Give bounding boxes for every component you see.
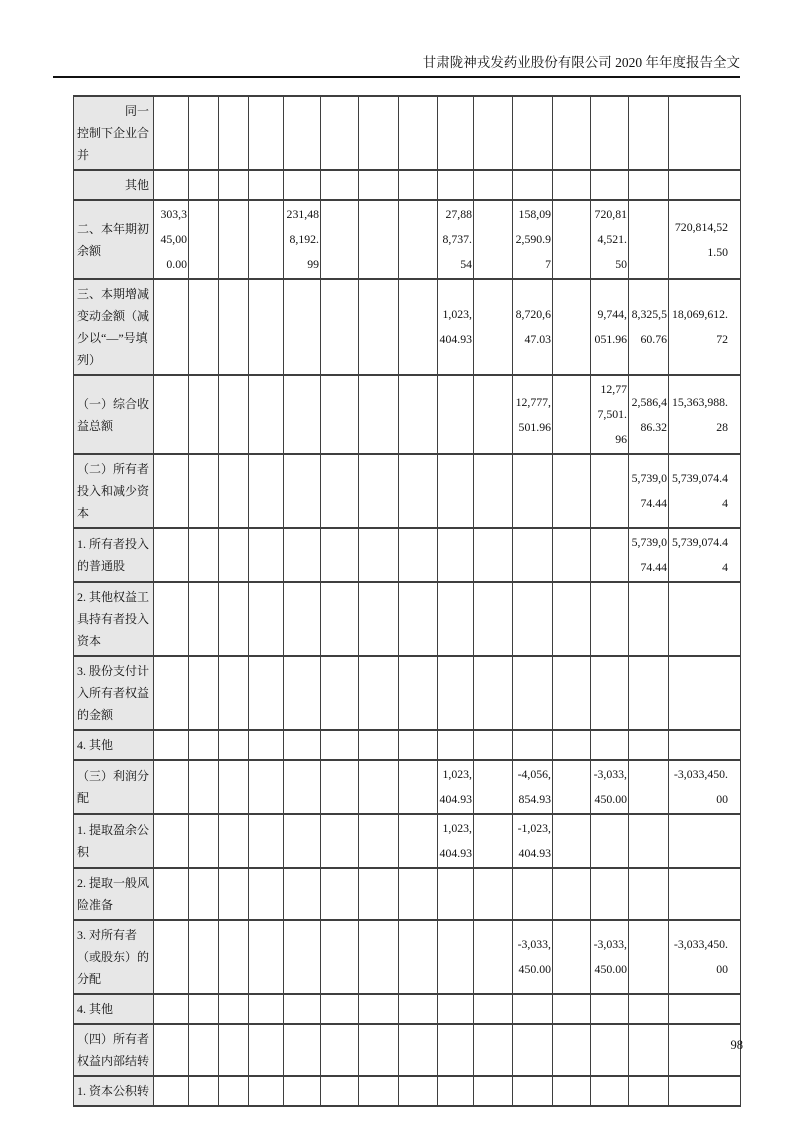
value-cell: [591, 528, 629, 582]
value-cell: [284, 170, 321, 200]
value-cell: [189, 656, 219, 730]
value-cell: [553, 730, 591, 760]
value-cell: [284, 582, 321, 656]
value-cell: [553, 1076, 591, 1106]
value-cell: [553, 656, 591, 730]
value-cell: [474, 170, 513, 200]
value-cell: [359, 1076, 399, 1106]
value-cell: [154, 656, 189, 730]
value-cell: [474, 760, 513, 814]
value-cell: 1,023,404.93: [438, 279, 474, 375]
page-header: [53, 54, 740, 72]
value-cell: [284, 920, 321, 994]
value-cell: [629, 994, 669, 1024]
value-cell: [321, 96, 359, 170]
value-cell: [249, 656, 284, 730]
value-cell: [591, 454, 629, 528]
header-rule: [53, 76, 740, 78]
value-cell: [249, 582, 284, 656]
table-row: [74, 730, 741, 760]
value-cell: [284, 814, 321, 868]
value-cell: [629, 814, 669, 868]
value-cell: [359, 760, 399, 814]
value-cell: [219, 994, 249, 1024]
value-cell: [359, 528, 399, 582]
value-cell: [189, 994, 219, 1024]
value-cell: [249, 96, 284, 170]
row-label-cell: 1. 所有者投入的普通股: [74, 528, 154, 582]
value-cell: -1,023,404.93: [513, 814, 553, 868]
value-cell: [359, 994, 399, 1024]
value-cell: [474, 1076, 513, 1106]
value-cell: 5,739,074.44: [629, 528, 669, 582]
value-cell: [513, 868, 553, 920]
value-cell: [189, 814, 219, 868]
value-cell: [399, 454, 438, 528]
table-row: [74, 920, 741, 994]
table-row: [74, 994, 741, 1024]
value-cell: [399, 96, 438, 170]
value-cell: [219, 170, 249, 200]
row-label-cell: （四）所有者权益内部结转: [74, 1024, 154, 1076]
value-cell: [553, 920, 591, 994]
value-cell: [284, 656, 321, 730]
value-cell: [629, 96, 669, 170]
value-cell: 27,888,737.54: [438, 200, 474, 279]
value-cell: [474, 730, 513, 760]
value-cell: [438, 528, 474, 582]
value-cell: [154, 920, 189, 994]
value-cell: [629, 1024, 669, 1076]
value-cell: [249, 375, 284, 454]
value-cell: [474, 814, 513, 868]
value-cell: [629, 868, 669, 920]
value-cell: [189, 528, 219, 582]
value-cell: [399, 170, 438, 200]
value-cell: [399, 279, 438, 375]
value-cell: [553, 170, 591, 200]
table-row: [74, 814, 741, 868]
value-cell: [399, 1024, 438, 1076]
value-cell: [284, 454, 321, 528]
value-cell: [219, 528, 249, 582]
value-cell: [553, 200, 591, 279]
value-cell: 231,488,192.99: [284, 200, 321, 279]
page-number: 98: [730, 1038, 743, 1052]
value-cell: [321, 454, 359, 528]
value-cell: 9,744,051.96: [591, 279, 629, 375]
value-cell: [629, 170, 669, 200]
value-cell: [284, 760, 321, 814]
value-cell: [591, 582, 629, 656]
value-cell: [553, 868, 591, 920]
value-cell: [438, 582, 474, 656]
value-cell: [154, 528, 189, 582]
value-cell: 5,739,074.44: [669, 528, 741, 582]
value-cell: 5,739,074.44: [629, 454, 669, 528]
value-cell: [629, 582, 669, 656]
value-cell: [513, 454, 553, 528]
value-cell: [219, 920, 249, 994]
value-cell: [154, 994, 189, 1024]
table-row: [74, 582, 741, 656]
value-cell: [249, 454, 284, 528]
table-row: [74, 279, 741, 375]
value-cell: [249, 1076, 284, 1106]
value-cell: [321, 1024, 359, 1076]
value-cell: [553, 96, 591, 170]
value-cell: [669, 1076, 741, 1106]
value-cell: [438, 375, 474, 454]
value-cell: 12,777,501.96: [513, 375, 553, 454]
value-cell: [591, 814, 629, 868]
value-cell: [399, 200, 438, 279]
value-cell: [189, 920, 219, 994]
row-label-cell: 其他: [74, 170, 154, 200]
equity-change-table: [73, 95, 741, 1107]
value-cell: [219, 375, 249, 454]
table-row: [74, 375, 741, 454]
value-cell: [321, 656, 359, 730]
value-cell: [321, 279, 359, 375]
value-cell: [513, 730, 553, 760]
value-cell: [399, 814, 438, 868]
value-cell: [669, 814, 741, 868]
value-cell: 8,325,560.76: [629, 279, 669, 375]
row-label-cell: 1. 提取盈余公积: [74, 814, 154, 868]
row-label-cell: 三、本期增减变动金额（减少以“—”号填列）: [74, 279, 154, 375]
value-cell: [591, 730, 629, 760]
value-cell: [284, 528, 321, 582]
value-cell: [219, 279, 249, 375]
value-cell: [474, 200, 513, 279]
value-cell: [284, 1024, 321, 1076]
value-cell: [669, 656, 741, 730]
value-cell: [474, 454, 513, 528]
value-cell: [553, 1024, 591, 1076]
value-cell: [513, 994, 553, 1024]
row-label-cell: 3. 对所有者（或股东）的分配: [74, 920, 154, 994]
value-cell: 18,069,612.72: [669, 279, 741, 375]
value-cell: [591, 868, 629, 920]
value-cell: [591, 170, 629, 200]
value-cell: 720,814,521.50: [669, 200, 741, 279]
value-cell: 720,814,521.50: [591, 200, 629, 279]
value-cell: [474, 994, 513, 1024]
value-cell: [591, 1076, 629, 1106]
row-label-cell: 二、本年期初余额: [74, 200, 154, 279]
value-cell: [553, 582, 591, 656]
value-cell: [669, 868, 741, 920]
value-cell: [553, 994, 591, 1024]
value-cell: -3,033,450.00: [669, 920, 741, 994]
value-cell: [219, 200, 249, 279]
row-label-cell: （一）综合收益总额: [74, 375, 154, 454]
value-cell: [321, 814, 359, 868]
report-title: 甘肃陇神戎发药业股份有限公司 2020 年年度报告全文: [422, 55, 740, 70]
value-cell: [189, 375, 219, 454]
value-cell: [359, 582, 399, 656]
value-cell: [629, 200, 669, 279]
value-cell: 158,092,590.97: [513, 200, 553, 279]
value-cell: [249, 170, 284, 200]
value-cell: [249, 279, 284, 375]
value-cell: [629, 920, 669, 994]
row-label-cell: 1. 资本公积转: [74, 1076, 154, 1106]
value-cell: [438, 96, 474, 170]
value-cell: [249, 920, 284, 994]
row-label-cell: 2. 其他权益工具持有者投入资本: [74, 582, 154, 656]
value-cell: [321, 170, 359, 200]
value-cell: [321, 920, 359, 994]
value-cell: [189, 454, 219, 528]
value-cell: [399, 920, 438, 994]
value-cell: [219, 96, 249, 170]
value-cell: [438, 170, 474, 200]
value-cell: [359, 1024, 399, 1076]
table-row: [74, 760, 741, 814]
value-cell: 8,720,647.03: [513, 279, 553, 375]
value-cell: [219, 814, 249, 868]
value-cell: [284, 1076, 321, 1106]
table-row: [74, 200, 741, 279]
value-cell: [474, 528, 513, 582]
value-cell: [359, 814, 399, 868]
value-cell: [513, 528, 553, 582]
value-cell: [249, 200, 284, 279]
value-cell: [189, 868, 219, 920]
value-cell: [438, 454, 474, 528]
value-cell: [553, 279, 591, 375]
value-cell: [154, 170, 189, 200]
value-cell: [474, 1024, 513, 1076]
value-cell: [284, 96, 321, 170]
value-cell: [359, 96, 399, 170]
value-cell: [359, 656, 399, 730]
value-cell: [591, 994, 629, 1024]
row-label-cell: （二）所有者投入和减少资本: [74, 454, 154, 528]
value-cell: -4,056,854.93: [513, 760, 553, 814]
value-cell: [189, 1076, 219, 1106]
value-cell: 2,586,486.32: [629, 375, 669, 454]
value-cell: [284, 868, 321, 920]
value-cell: [474, 96, 513, 170]
value-cell: [399, 1076, 438, 1106]
value-cell: [513, 1076, 553, 1106]
value-cell: [154, 375, 189, 454]
value-cell: [189, 170, 219, 200]
value-cell: [591, 1024, 629, 1076]
value-cell: [438, 920, 474, 994]
row-label-cell: （三）利润分配: [74, 760, 154, 814]
value-cell: [249, 528, 284, 582]
value-cell: 1,023,404.93: [438, 760, 474, 814]
value-cell: [154, 582, 189, 656]
table-row: [74, 454, 741, 528]
value-cell: [321, 200, 359, 279]
value-cell: [249, 730, 284, 760]
value-cell: [154, 96, 189, 170]
value-cell: 5,739,074.44: [669, 454, 741, 528]
value-cell: [438, 656, 474, 730]
value-cell: [154, 1076, 189, 1106]
row-label-cell: 4. 其他: [74, 730, 154, 760]
value-cell: [399, 375, 438, 454]
value-cell: [553, 814, 591, 868]
table-row: [74, 528, 741, 582]
value-cell: [669, 994, 741, 1024]
value-cell: [629, 760, 669, 814]
value-cell: [669, 96, 741, 170]
value-cell: [249, 760, 284, 814]
value-cell: [359, 920, 399, 994]
table-row: [74, 1024, 741, 1076]
value-cell: -3,033,450.00: [591, 760, 629, 814]
value-cell: [553, 454, 591, 528]
value-cell: [219, 868, 249, 920]
value-cell: -3,033,450.00: [669, 760, 741, 814]
value-cell: [591, 96, 629, 170]
value-cell: [284, 279, 321, 375]
value-cell: [669, 730, 741, 760]
value-cell: [189, 730, 219, 760]
value-cell: [321, 730, 359, 760]
value-cell: [321, 994, 359, 1024]
value-cell: -3,033,450.00: [591, 920, 629, 994]
value-cell: [399, 582, 438, 656]
table-row: [74, 170, 741, 200]
value-cell: [513, 656, 553, 730]
value-cell: [513, 170, 553, 200]
value-cell: [399, 656, 438, 730]
value-cell: [219, 760, 249, 814]
value-cell: [438, 994, 474, 1024]
value-cell: [249, 868, 284, 920]
value-cell: [669, 582, 741, 656]
value-cell: 15,363,988.28: [669, 375, 741, 454]
table-row: [74, 868, 741, 920]
value-cell: [474, 279, 513, 375]
value-cell: -3,033,450.00: [513, 920, 553, 994]
value-cell: [438, 1076, 474, 1106]
value-cell: [189, 279, 219, 375]
value-cell: [591, 656, 629, 730]
value-cell: [219, 656, 249, 730]
value-cell: 303,345,000.00: [154, 200, 189, 279]
value-cell: [399, 994, 438, 1024]
value-cell: [438, 1024, 474, 1076]
row-label-cell: 同一控制下企业合并: [74, 96, 154, 170]
value-cell: [513, 1024, 553, 1076]
value-cell: [284, 375, 321, 454]
value-cell: [629, 1076, 669, 1106]
value-cell: [359, 868, 399, 920]
value-cell: 12,777,501.96: [591, 375, 629, 454]
value-cell: [189, 760, 219, 814]
value-cell: [513, 96, 553, 170]
value-cell: [154, 1024, 189, 1076]
value-cell: [154, 868, 189, 920]
value-cell: [249, 994, 284, 1024]
value-cell: [189, 1024, 219, 1076]
value-cell: [438, 730, 474, 760]
row-label-cell: 4. 其他: [74, 994, 154, 1024]
value-cell: [474, 582, 513, 656]
value-cell: [359, 279, 399, 375]
row-label-cell: 3. 股份支付计入所有者权益的金额: [74, 656, 154, 730]
table-row: [74, 656, 741, 730]
value-cell: [474, 868, 513, 920]
value-cell: [219, 1024, 249, 1076]
value-cell: [249, 814, 284, 868]
value-cell: [359, 170, 399, 200]
value-cell: [399, 868, 438, 920]
value-cell: [474, 920, 513, 994]
value-cell: [553, 375, 591, 454]
value-cell: [321, 1076, 359, 1106]
value-cell: [321, 868, 359, 920]
value-cell: [474, 375, 513, 454]
value-cell: [553, 528, 591, 582]
value-cell: [321, 375, 359, 454]
value-cell: [189, 200, 219, 279]
value-cell: [513, 582, 553, 656]
value-cell: [359, 200, 399, 279]
value-cell: [219, 1076, 249, 1106]
value-cell: [154, 814, 189, 868]
value-cell: [321, 582, 359, 656]
value-cell: [154, 454, 189, 528]
value-cell: [359, 375, 399, 454]
value-cell: [669, 170, 741, 200]
value-cell: [399, 760, 438, 814]
value-cell: [249, 1024, 284, 1076]
table-row: [74, 96, 741, 170]
value-cell: [359, 730, 399, 760]
value-cell: [154, 760, 189, 814]
value-cell: [284, 994, 321, 1024]
value-cell: [359, 454, 399, 528]
value-cell: [189, 582, 219, 656]
value-cell: [154, 730, 189, 760]
row-label-cell: 2. 提取一般风险准备: [74, 868, 154, 920]
value-cell: [219, 454, 249, 528]
value-cell: [629, 656, 669, 730]
value-cell: [629, 730, 669, 760]
value-cell: [284, 730, 321, 760]
value-cell: [321, 760, 359, 814]
value-cell: [219, 582, 249, 656]
value-cell: 1,023,404.93: [438, 814, 474, 868]
value-cell: [189, 96, 219, 170]
value-cell: [438, 868, 474, 920]
value-cell: [219, 730, 249, 760]
value-cell: [474, 656, 513, 730]
value-cell: [154, 279, 189, 375]
value-cell: [553, 760, 591, 814]
value-cell: [399, 528, 438, 582]
value-cell: [399, 730, 438, 760]
value-cell: [321, 528, 359, 582]
table-row: [74, 1076, 741, 1106]
